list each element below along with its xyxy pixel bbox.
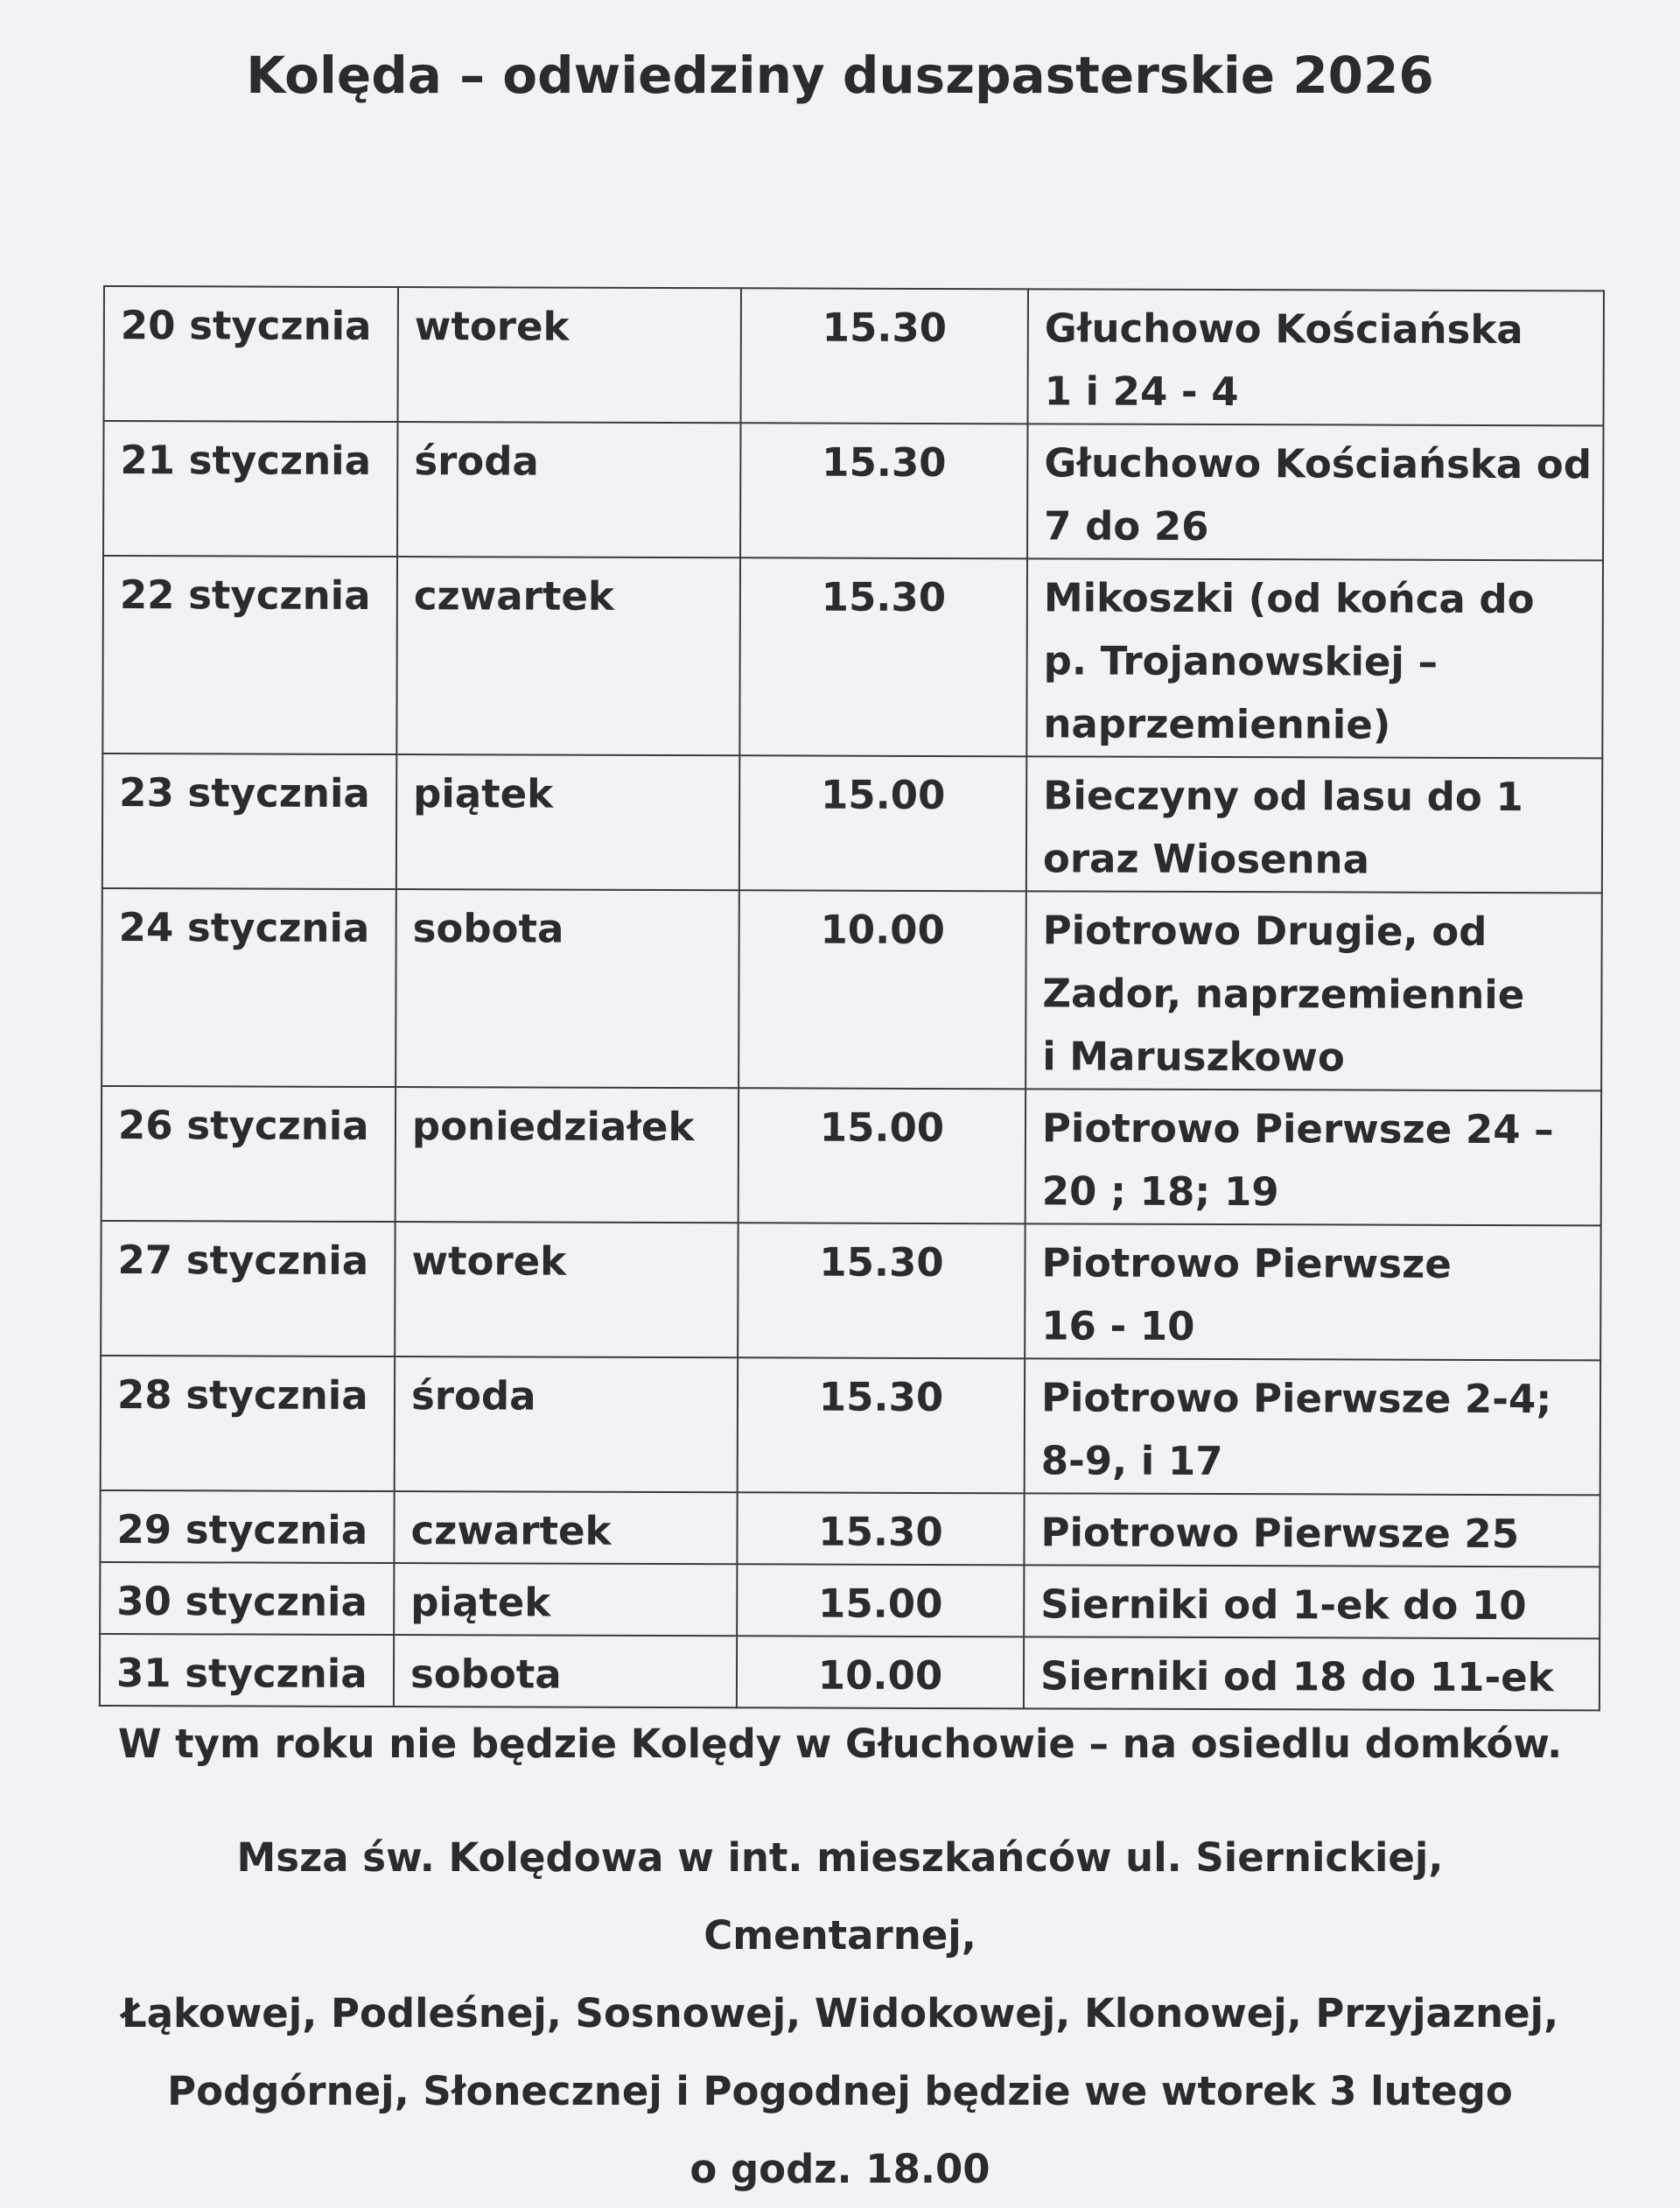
schedule-place-line: Zador, naprzemiennie: [1042, 970, 1525, 1019]
schedule-place-line: Sierniki od 1-ek do 10: [1040, 1581, 1527, 1630]
schedule-place: [1024, 1637, 1600, 1710]
page-title: Kolęda – odwiedziny duszpasterskie 2026: [246, 46, 1434, 105]
schedule-place: [1025, 1223, 1600, 1360]
schedule-row: [102, 556, 1603, 758]
schedule-row: [102, 754, 1602, 893]
schedule-date: 31 stycznia: [100, 1634, 394, 1707]
schedule-time: 15.30: [740, 423, 1027, 558]
schedule-day: wtorek: [398, 287, 741, 423]
schedule-day: czwartek: [394, 1491, 737, 1564]
schedule-place: [1026, 891, 1602, 1090]
schedule-table-body: [100, 286, 1604, 1710]
schedule-row: [100, 1634, 1600, 1710]
schedule-place-line: Piotrowo Pierwsze 25: [1040, 1509, 1520, 1558]
schedule-time: 15.30: [738, 1357, 1025, 1493]
schedule-date: 29 stycznia: [100, 1490, 394, 1563]
schedule-day: wtorek: [395, 1222, 738, 1357]
schedule-place: [1025, 1358, 1600, 1495]
schedule-place-line: Mikoszki (od końca do: [1043, 574, 1535, 623]
schedule-day: czwartek: [396, 557, 740, 755]
schedule-place: [1026, 558, 1603, 758]
mass-note-line: Podgórnej, Słonecznej i Pogodnej będzie we wtorek 3 lutego: [167, 2068, 1513, 2114]
schedule-place-line: 7 do 26: [1044, 502, 1209, 550]
schedule-row: [104, 286, 1604, 425]
schedule-time: 15.30: [737, 1492, 1024, 1565]
no-visit-note: W tym roku nie będzie Kolędy w Głuchowie – na osiedlu domków.: [117, 1721, 1563, 1767]
mass-note-line: o godz. 18.00: [690, 2146, 990, 2192]
schedule-table: [99, 285, 1605, 1711]
schedule-day: środa: [395, 1356, 738, 1492]
schedule-time: 10.00: [737, 1636, 1024, 1708]
schedule-place-line: Głuchowo Kościańska: [1044, 305, 1523, 354]
schedule-time: 15.30: [739, 557, 1027, 756]
schedule-time: 10.00: [738, 890, 1026, 1089]
schedule-row: [102, 1086, 1601, 1225]
schedule-place: [1024, 1493, 1600, 1567]
schedule-row: [101, 1356, 1600, 1495]
schedule-place-line: Sierniki od 18 do 11-ek: [1040, 1652, 1554, 1701]
schedule-place-line: p. Trojanowskiej –: [1043, 637, 1438, 685]
schedule-place-line: Bieczyny od lasu do 1: [1043, 772, 1523, 821]
schedule-place: [1027, 424, 1603, 560]
schedule-day: poniedziałek: [396, 1087, 738, 1223]
schedule-date: 24 stycznia: [102, 888, 396, 1087]
schedule-date: 26 stycznia: [102, 1086, 396, 1222]
schedule-row: [103, 421, 1603, 560]
schedule-place: [1026, 1089, 1601, 1225]
schedule-date: 28 stycznia: [101, 1356, 395, 1491]
mass-note-line: Msza św. Kolędowa w int. mieszkańców ul. Siernickiej, Cmentarnej,: [236, 1834, 1444, 1959]
schedule-date: 23 stycznia: [102, 754, 396, 889]
schedule-date: 21 stycznia: [103, 421, 397, 557]
schedule-day: sobota: [394, 1635, 737, 1707]
schedule-row: [100, 1490, 1600, 1567]
schedule-place-line: 20 ; 18; 19: [1041, 1167, 1279, 1216]
mass-note: [105, 1819, 1575, 2208]
schedule-place-line: 16 - 10: [1041, 1302, 1195, 1349]
schedule-date: 20 stycznia: [104, 286, 398, 422]
schedule-time: 15.00: [737, 1564, 1024, 1637]
schedule-time: 15.30: [738, 1223, 1025, 1358]
schedule-place-line: Piotrowo Pierwsze 2-4;: [1040, 1374, 1552, 1423]
schedule-day: piątek: [394, 1563, 737, 1636]
schedule-day: sobota: [396, 889, 739, 1088]
schedule-day: piątek: [396, 754, 739, 890]
schedule-place-line: oraz Wiosenna: [1042, 835, 1370, 883]
schedule-date: 22 stycznia: [102, 556, 397, 754]
mass-note-line: Łąkowej, Podleśnej, Sosnowej, Widokowej, Klonowej, Przyjaznej,: [121, 1990, 1559, 2036]
schedule-place: [1028, 289, 1604, 425]
schedule-date: 27 stycznia: [101, 1221, 395, 1356]
schedule-row: [100, 1562, 1600, 1638]
schedule-place: [1026, 756, 1602, 893]
schedule-place-line: naprzemiennie): [1043, 700, 1391, 748]
schedule-place-line: Piotrowo Pierwsze 24 –: [1041, 1104, 1554, 1153]
schedule-place-line: i Maruszkowo: [1042, 1033, 1345, 1081]
schedule-place: [1024, 1565, 1600, 1638]
schedule-place-line: 1 i 24 - 4: [1044, 368, 1239, 416]
schedule-row: [101, 1221, 1600, 1360]
schedule-time: 15.30: [741, 288, 1028, 424]
schedule-place-line: Głuchowo Kościańska od: [1044, 439, 1592, 488]
schedule-date: 30 stycznia: [100, 1562, 394, 1635]
schedule-place-line: 8-9, i 17: [1040, 1437, 1223, 1485]
schedule-time: 15.00: [738, 1088, 1026, 1223]
schedule-day: środa: [397, 422, 740, 557]
schedule-place-line: Piotrowo Pierwsze: [1041, 1239, 1452, 1287]
schedule-place-line: Piotrowo Drugie, od: [1042, 907, 1488, 955]
schedule-time: 15.00: [739, 755, 1026, 891]
schedule-row: [102, 888, 1602, 1090]
